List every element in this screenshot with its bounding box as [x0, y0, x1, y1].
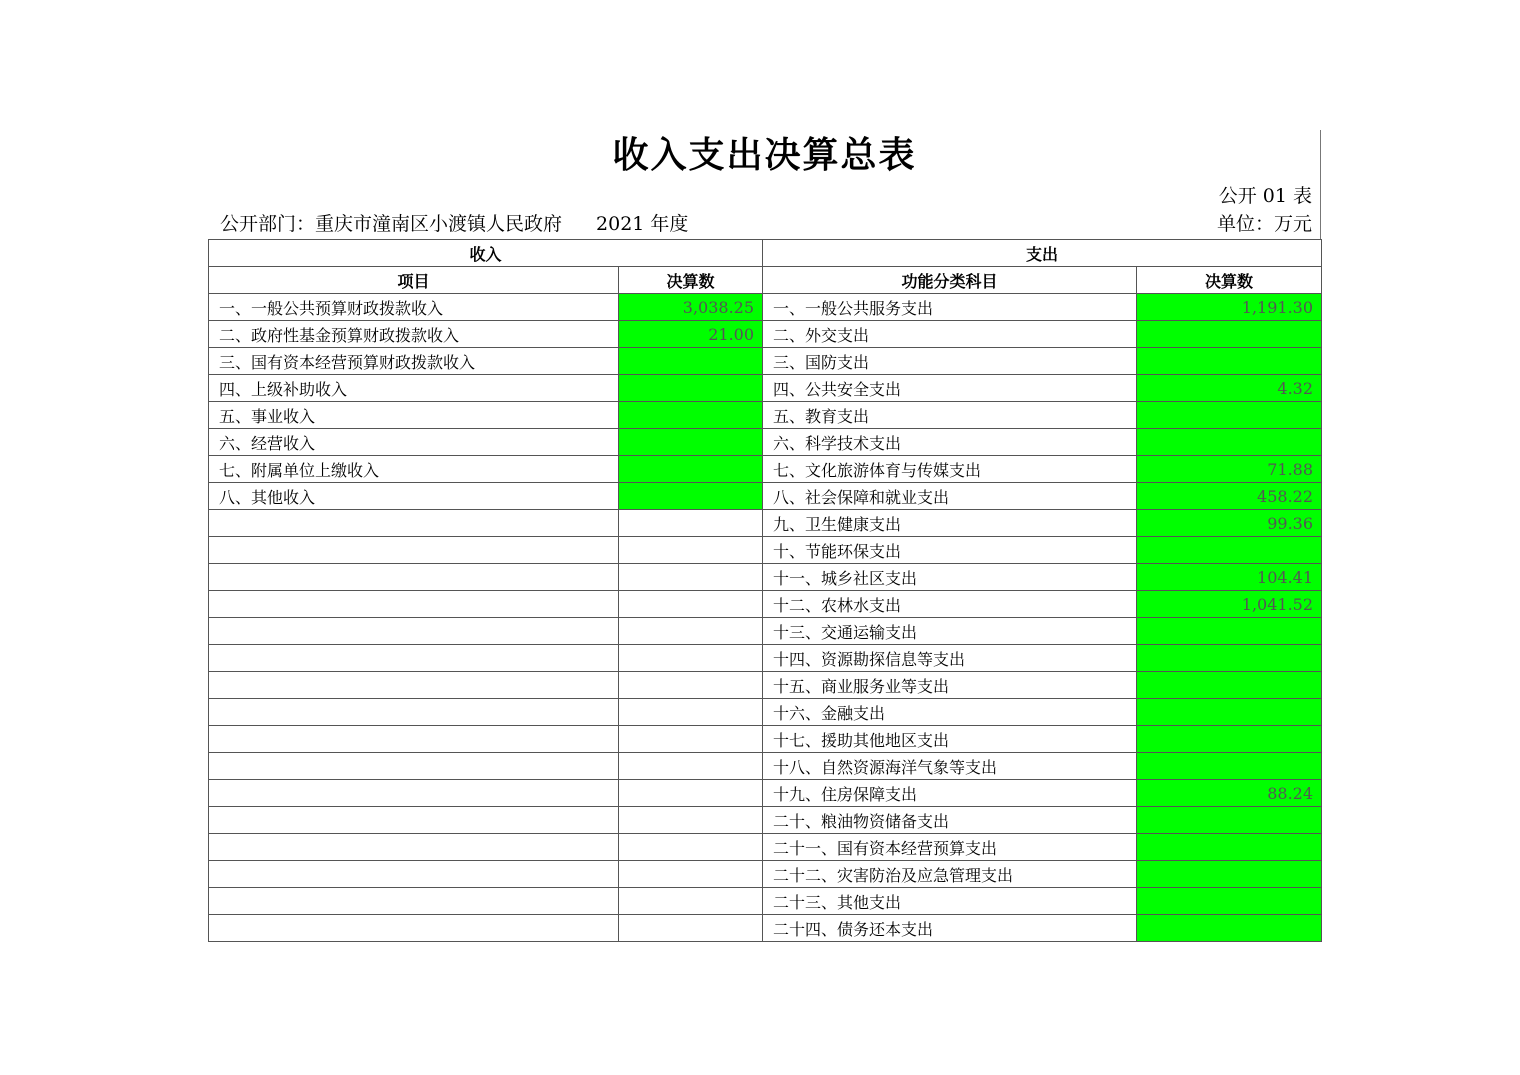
table-row — [209, 888, 1322, 915]
expense-item-cell: 十一、城乡社区支出 — [763, 564, 1137, 591]
table-row — [209, 780, 1322, 807]
income-item-header: 项目 — [209, 267, 619, 294]
expense-amount-cell — [1137, 888, 1322, 915]
table-row — [209, 807, 1322, 834]
department-name: 公开部门：重庆市潼南区小渡镇人民政府 — [220, 213, 563, 235]
table-row — [209, 321, 1322, 348]
expense-item-cell: 四、公共安全支出 — [763, 375, 1137, 402]
table-row — [209, 699, 1322, 726]
income-item-cell — [209, 564, 619, 591]
table-row — [209, 726, 1322, 753]
income-amount-cell — [619, 780, 763, 807]
expense-amount-cell — [1137, 726, 1322, 753]
table-row — [209, 456, 1322, 483]
expense-item-cell: 二十三、其他支出 — [763, 888, 1137, 915]
income-item-cell — [209, 861, 619, 888]
income-amount-header: 决算数 — [619, 267, 763, 294]
income-item-cell — [209, 807, 619, 834]
income-item-cell — [209, 591, 619, 618]
income-group-header: 收入 — [209, 240, 763, 267]
income-item-cell: 四、上级补助收入 — [209, 375, 619, 402]
expense-amount-cell: 71.88 — [1137, 456, 1322, 483]
income-item-cell — [209, 780, 619, 807]
expense-amount-cell: 99.36 — [1137, 510, 1322, 537]
income-amount-cell — [619, 375, 763, 402]
income-amount-cell — [619, 510, 763, 537]
expense-item-cell: 十二、农林水支出 — [763, 591, 1137, 618]
income-item-cell — [209, 834, 619, 861]
expense-item-cell: 十六、金融支出 — [763, 699, 1137, 726]
expense-item-cell: 二十、粮油物资储备支出 — [763, 807, 1137, 834]
expense-item-cell: 十八、自然资源海洋气象等支出 — [763, 753, 1137, 780]
expense-item-cell: 五、教育支出 — [763, 402, 1137, 429]
expense-item-cell: 十、节能环保支出 — [763, 537, 1137, 564]
income-item-cell: 八、其他收入 — [209, 483, 619, 510]
income-expense-table — [208, 239, 1322, 942]
table-column-header-row — [209, 267, 1322, 294]
expense-item-cell: 二十二、灾害防治及应急管理支出 — [763, 861, 1137, 888]
department-line — [220, 211, 688, 237]
income-amount-cell: 21.00 — [619, 321, 763, 348]
income-item-cell: 五、事业收入 — [209, 402, 619, 429]
expense-amount-header: 决算数 — [1137, 267, 1322, 294]
income-item-cell — [209, 699, 619, 726]
table-row — [209, 294, 1322, 321]
income-amount-cell — [619, 618, 763, 645]
table-group-header-row — [209, 240, 1322, 267]
expense-amount-cell: 1,191.30 — [1137, 294, 1322, 321]
table-row — [209, 645, 1322, 672]
income-item-cell: 六、经营收入 — [209, 429, 619, 456]
fiscal-year: 2021 年度 — [596, 213, 689, 235]
expense-item-cell: 十五、商业服务业等支出 — [763, 672, 1137, 699]
income-amount-cell — [619, 915, 763, 942]
income-amount-cell — [619, 348, 763, 375]
income-amount-cell — [619, 429, 763, 456]
income-item-cell: 三、国有资本经营预算财政拨款收入 — [209, 348, 619, 375]
income-item-cell — [209, 645, 619, 672]
table-row — [209, 591, 1322, 618]
income-item-cell — [209, 888, 619, 915]
expense-amount-cell — [1137, 672, 1322, 699]
table-row — [209, 753, 1322, 780]
income-item-cell — [209, 618, 619, 645]
expense-amount-cell — [1137, 348, 1322, 375]
page-title: 收入支出决算总表 — [612, 135, 917, 176]
income-amount-cell — [619, 645, 763, 672]
expense-amount-cell — [1137, 537, 1322, 564]
expense-amount-cell: 458.22 — [1137, 483, 1322, 510]
income-amount-cell — [619, 483, 763, 510]
table-row — [209, 915, 1322, 942]
table-row — [209, 510, 1322, 537]
expense-amount-cell — [1137, 861, 1322, 888]
income-item-cell: 一、一般公共预算财政拨款收入 — [209, 294, 619, 321]
expense-amount-cell — [1137, 402, 1322, 429]
income-item-cell: 二、政府性基金预算财政拨款收入 — [209, 321, 619, 348]
expense-item-cell: 十九、住房保障支出 — [763, 780, 1137, 807]
income-item-cell: 七、附属单位上缴收入 — [209, 456, 619, 483]
income-item-cell — [209, 726, 619, 753]
expense-item-cell: 十三、交通运输支出 — [763, 618, 1137, 645]
expense-item-cell: 九、卫生健康支出 — [763, 510, 1137, 537]
expense-amount-cell: 104.41 — [1137, 564, 1322, 591]
income-amount-cell — [619, 753, 763, 780]
expense-item-cell: 二十四、债务还本支出 — [763, 915, 1137, 942]
expense-amount-cell — [1137, 807, 1322, 834]
expense-amount-cell: 1,041.52 — [1137, 591, 1322, 618]
expense-group-header: 支出 — [763, 240, 1322, 267]
expense-amount-cell: 88.24 — [1137, 780, 1322, 807]
table-row — [209, 861, 1322, 888]
table-row — [209, 402, 1322, 429]
income-amount-cell — [619, 807, 763, 834]
expense-amount-cell: 4.32 — [1137, 375, 1322, 402]
income-amount-cell — [619, 888, 763, 915]
expense-item-cell: 十七、援助其他地区支出 — [763, 726, 1137, 753]
income-item-cell — [209, 537, 619, 564]
table-row — [209, 429, 1322, 456]
income-item-cell — [209, 672, 619, 699]
income-amount-cell — [619, 861, 763, 888]
income-amount-cell — [619, 672, 763, 699]
table-row — [209, 348, 1322, 375]
expense-amount-cell — [1137, 915, 1322, 942]
expense-subject-header: 功能分类科目 — [763, 267, 1137, 294]
expense-amount-cell — [1137, 618, 1322, 645]
expense-amount-cell — [1137, 753, 1322, 780]
table-row — [209, 537, 1322, 564]
unit-label: 单位：万元 — [1216, 213, 1312, 235]
income-item-cell — [209, 915, 619, 942]
income-amount-cell — [619, 564, 763, 591]
expense-item-cell: 十四、资源勘探信息等支出 — [763, 645, 1137, 672]
table-body — [209, 294, 1322, 942]
expense-item-cell: 二十一、国有资本经营预算支出 — [763, 834, 1137, 861]
expense-item-cell: 一、一般公共服务支出 — [763, 294, 1137, 321]
expense-item-cell: 二、外交支出 — [763, 321, 1137, 348]
table-row — [209, 483, 1322, 510]
expense-item-cell: 三、国防支出 — [763, 348, 1137, 375]
expense-amount-cell — [1137, 429, 1322, 456]
expense-item-cell: 六、科学技术支出 — [763, 429, 1137, 456]
expense-amount-cell — [1137, 834, 1322, 861]
expense-item-cell: 七、文化旅游体育与传媒支出 — [763, 456, 1137, 483]
income-item-cell — [209, 510, 619, 537]
income-amount-cell — [619, 726, 763, 753]
table-row — [209, 834, 1322, 861]
expense-amount-cell — [1137, 321, 1322, 348]
table-row — [209, 564, 1322, 591]
income-amount-cell — [619, 699, 763, 726]
income-item-cell — [209, 753, 619, 780]
income-amount-cell — [619, 456, 763, 483]
income-amount-cell — [619, 537, 763, 564]
table-row — [209, 672, 1322, 699]
table-row — [209, 375, 1322, 402]
income-amount-cell — [619, 591, 763, 618]
expense-amount-cell — [1137, 699, 1322, 726]
table-row — [209, 618, 1322, 645]
income-amount-cell: 3,038.25 — [619, 294, 763, 321]
income-amount-cell — [619, 402, 763, 429]
expense-item-cell: 八、社会保障和就业支出 — [763, 483, 1137, 510]
expense-amount-cell — [1137, 645, 1322, 672]
income-amount-cell — [619, 834, 763, 861]
form-number: 公开 01 表 — [1218, 185, 1312, 207]
